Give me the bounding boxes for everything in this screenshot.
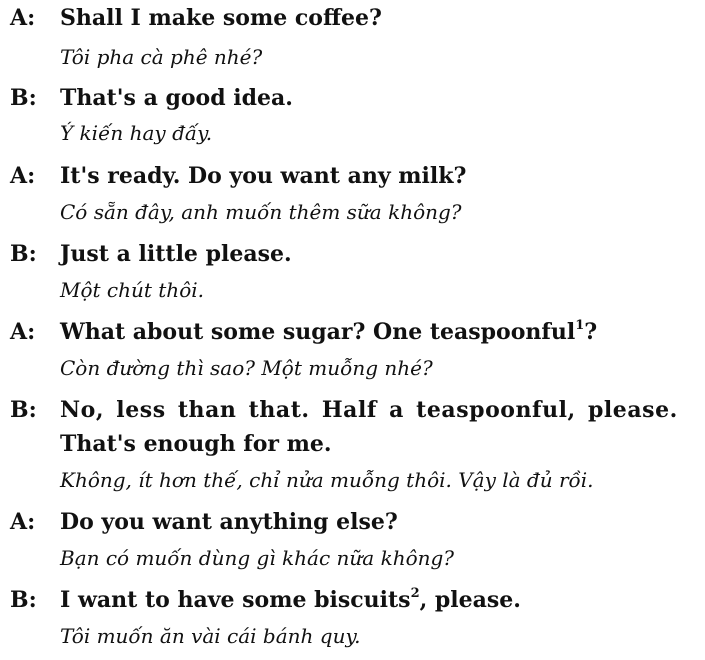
vietnamese-line: Tôi muốn ăn vài cái bánh quy.: [60, 624, 361, 648]
english-text-end: , please.: [419, 587, 521, 613]
english-line: [60, 586, 521, 614]
english-line: Do you want anything else?: [60, 509, 398, 535]
speaker-label: B:: [10, 397, 37, 423]
english-text-end: ?: [584, 319, 598, 345]
english-text: I want to have some biscuits: [60, 587, 411, 613]
english-line: [60, 318, 597, 346]
english-line-continued: That's enough for me.: [60, 431, 332, 457]
english-line: Shall I make some coffee?: [60, 5, 382, 31]
english-line: No, less than that. Half a teaspoonful, please.: [60, 397, 678, 423]
vietnamese-line: Ý kiến hay đấy.: [60, 121, 213, 145]
speaker-label: A:: [10, 319, 36, 345]
vietnamese-line: Còn đường thì sao? Một muỗng nhé?: [60, 356, 433, 380]
speaker-label: B:: [10, 85, 37, 111]
vietnamese-line: Không, ít hơn thế, chỉ nửa muỗng thôi. Vậy là đủ rồi.: [60, 468, 594, 492]
speaker-label: A:: [10, 509, 36, 535]
english-line: Just a little please.: [60, 241, 292, 267]
vietnamese-line: Có sẵn đây, anh muốn thêm sữa không?: [60, 200, 462, 224]
vietnamese-line: Tôi pha cà phê nhé?: [60, 45, 263, 69]
vietnamese-line: Bạn có muốn dùng gì khác nữa không?: [60, 546, 455, 570]
speaker-label: B:: [10, 587, 37, 613]
english-line: It's ready. Do you want any milk?: [60, 163, 467, 189]
english-line: That's a good idea.: [60, 85, 293, 111]
english-text: What about some sugar? One teaspoonful: [60, 319, 576, 345]
footnote-marker: 1: [575, 317, 585, 333]
vietnamese-line: Một chút thôi.: [60, 278, 204, 302]
speaker-label: B:: [10, 241, 37, 267]
speaker-label: A:: [10, 5, 36, 31]
speaker-label: A:: [10, 163, 36, 189]
footnote-marker: 2: [410, 585, 420, 601]
